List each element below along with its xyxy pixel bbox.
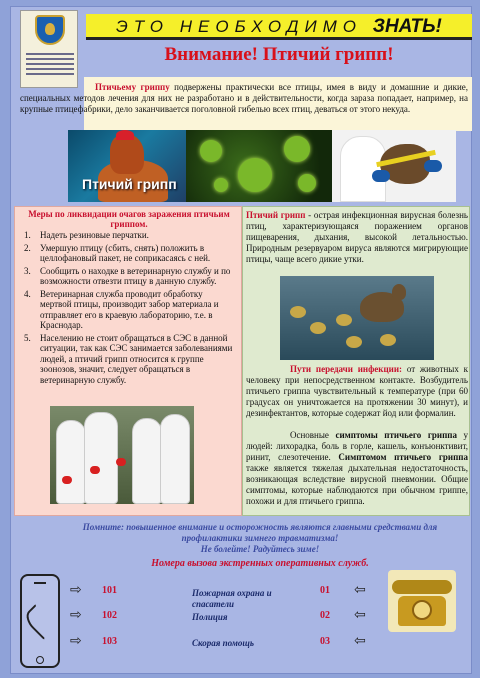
arrow-right-icon: ⇨ [70,633,82,649]
banner-spaced-text: ЭТО НЕОБХОДИМО [116,17,363,36]
transmission-lead: Пути передачи инфекции: [290,364,403,374]
service-fire: Пожарная охрана и спасатели [192,588,272,609]
chicken-photo-caption: Птичий грипп [82,176,177,192]
banner-strong-text: ЗНАТЬ! [372,16,442,37]
mobile-phone-icon [20,574,60,668]
definition-paragraph: Птичий грипп - острая инфекционная вирусная болезнь птиц, характеризующаяся поражением органов пищеварения, дыхания, высокой летальностью. Природным резервуаром вируса являются мигрирующие птицы, чаще всего дикие утки. [246,210,468,264]
shield-icon [35,15,65,45]
safety-notice: Помните: повышенное внимание и осторожность являются главными средствами для профилактики зимнего травматизма! Не болейте! Радуйтесь зиме! [82,522,438,554]
landline-number-ambulance[interactable]: 03 [320,636,330,647]
ducks-photo [280,276,434,360]
landline-phone-icon [388,570,456,632]
landline-number-fire[interactable]: 01 [320,585,330,596]
arrow-right-icon: ⇨ [70,607,82,623]
arrow-left-icon: ⇦ [354,582,366,598]
landline-number-police[interactable]: 02 [320,610,330,621]
virus-photo [186,130,332,202]
service-police: Полиция [192,612,228,622]
arrow-left-icon: ⇦ [354,607,366,623]
coat-of-arms-logo [20,10,78,88]
lab-worker-photo [332,130,456,202]
service-ambulance: Скорая помощь [192,638,255,648]
emergency-title: Номера вызова экстренных оперативных служб. [151,558,369,569]
hazmat-workers-photo [50,406,194,504]
arrow-right-icon: ⇨ [70,582,82,598]
list-item: 4. Ветеринарная служба проводит обработку мертвой птицы, производит забор материала и отправляет его в краевую лабораторию, т.е. в Краснодар. [24,288,219,330]
list-item: 3. Сообщить о находке в ветеринарную службу и по возможности отвезти птицу в данную службу. [24,265,231,286]
intro-text: подвержены практически все птицы, имея в виду и домашние и дикие, специальных методов лечения для них не разработано и в действительности, когда зараза попадает, например, на крупные птицефабрики, дело заканчивается поголовной гибелью всех птиц, деваться от этого некуда. [20,82,469,114]
mobile-number-police[interactable]: 102 [102,610,117,621]
mobile-number-fire[interactable]: 101 [102,585,117,596]
intro-paragraph [20,82,468,115]
page-title: Внимание! Птичий грипп! [164,44,394,65]
arrow-left-icon: ⇦ [354,633,366,649]
transmission-paragraph: Пути передачи инфекции: от животных к человеку при непосредственном контакте. Возбудитель птичьего гриппа чувствительный к температуре (при 60 градусах он уничтожается на протяжении 30 минут), и дезинфектантов, которые содержат йод или формалин. [246,364,468,418]
handset-icon [22,604,59,641]
symptoms-paragraph: Основные симптомы птичьего гриппа у людей: лихорадка, боль в горле, кашель, конъюнктивит, ринит, слезотечение. Симптомом птичьего гриппа также является тяжелая дыхательная недостаточность, возникающая вследствие вирусной пневмонии. Общие симптомы, которые наблюдаются при обычном гриппе, похожи и для птичьего гриппа. [246,430,469,506]
rotary-dial-icon [412,600,432,620]
definition-lead: Птичий грипп [246,210,306,220]
intro-lead: Птичьему гриппу [95,82,170,92]
measures-list [22,230,236,387]
chicken-photo [68,130,186,202]
list-item: 1. Надеть резиновые перчатки. [24,230,149,240]
list-item: 2. Умершую птицу (сбить, снять) положить в целлофановый пакет, не соприкасаясь с ней. [24,242,211,263]
mobile-number-ambulance[interactable]: 103 [102,636,117,647]
measures-title: Меры по ликвидации очагов заражения птичьим гриппом. [28,209,230,229]
list-item: 5. Населению не стоит обращаться в СЭС в данной ситуации, так как СЭС занимается заболеваниями людей, а птичий грипп относится к группе зоонозов, значит, следует обращаться в ветеринарную службу. [24,332,233,385]
header-banner [86,14,472,40]
